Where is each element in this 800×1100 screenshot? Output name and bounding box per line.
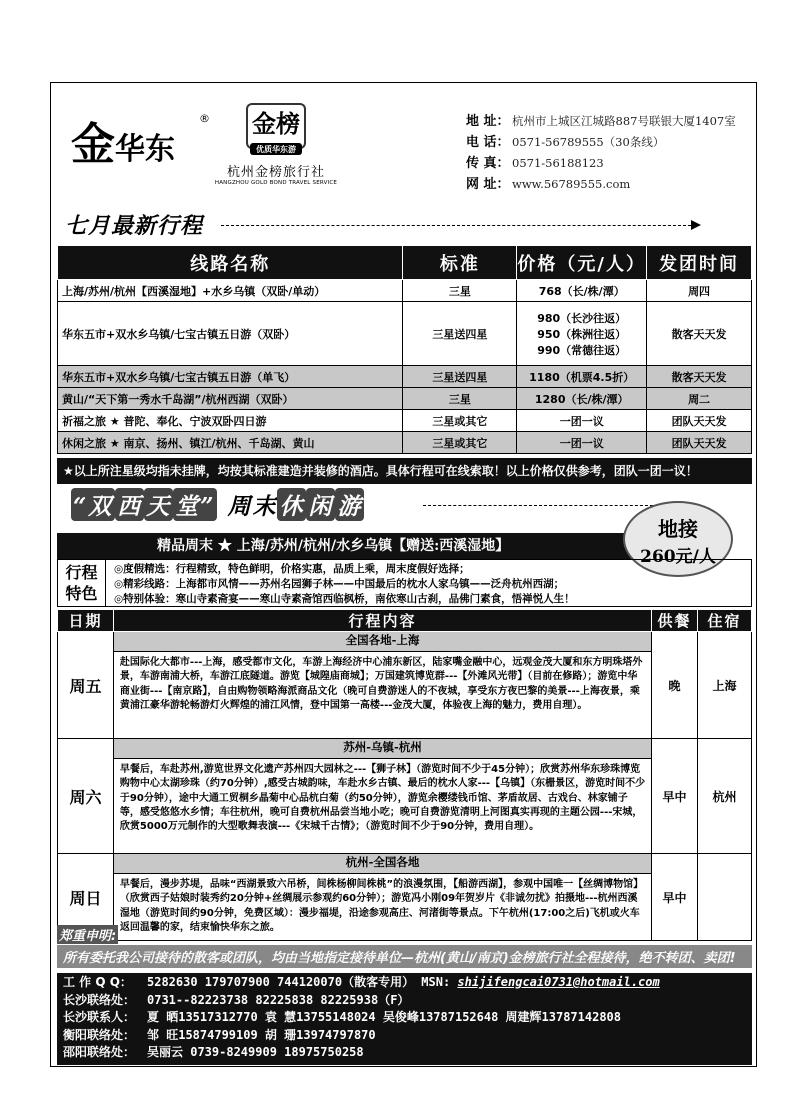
footer-label: 工 作 Q Q： [63, 975, 132, 989]
price-cell: 1180（机票4.5折） [517, 366, 647, 388]
schedule-table [57, 609, 752, 941]
feature-label: 行程特色 [58, 560, 106, 606]
price-line: 980（长沙往返） [537, 311, 627, 325]
weekend-package-bar: 精品周末 ★ 上海/苏州/杭州/水乡乌镇【赠送:西溪湿地】 [57, 533, 657, 559]
feature-item: ◎精彩线路：上海都市风情——苏州名园狮子林——中国最后的枕水人家乌镇——泛舟杭州西湖； [114, 578, 565, 590]
route-cell: 华东五市+双水乡乌镇/七宝古镇五日游（单飞） [58, 366, 403, 388]
title-char: 堂” [173, 488, 217, 521]
emblem-ribbon: 优质华东游 [250, 143, 302, 155]
weekend-tour-title [71, 488, 364, 521]
col-stay: 住宿 [698, 610, 752, 632]
day-route: 杭州-全国各地 [114, 854, 651, 874]
footer-label: 长沙联络处： [63, 992, 136, 1007]
title-divider [221, 225, 691, 226]
col-price: 价格（元/人） [517, 246, 647, 280]
standard-cell: 三星或其它 [403, 432, 517, 454]
phone-value: 0571-56789555（30条线） [512, 135, 665, 149]
footer-row [63, 1009, 746, 1027]
tour-features [57, 559, 752, 607]
badge-label: 地接 [658, 517, 698, 541]
meal-cell: 晚 [652, 632, 698, 739]
footer-label: 长沙联系人： [63, 1010, 136, 1024]
meal-cell: 早中 [652, 854, 698, 941]
title-char: 休 [277, 488, 306, 521]
footer-row [63, 1027, 746, 1045]
footer-text: 夏 晒13517312770 袁 慧13755148024 吴俊峰13787152648 周建辉13787142808 [147, 1010, 622, 1024]
day-route: 苏州-乌镇-杭州 [114, 739, 651, 759]
footer-row [63, 992, 746, 1010]
day-route: 全国各地-上海 [114, 632, 651, 652]
address-value: 杭州市上城区江城路887号联银大厦1407室 [512, 114, 736, 128]
price-cell: 一团一议 [517, 410, 647, 432]
standard-cell: 三星送四星 [403, 366, 517, 388]
route-cell: 休闲之旅 ★ 南京、扬州、镇江/杭州、千岛湖、黄山 [58, 432, 403, 454]
jinbang-emblem [246, 103, 306, 154]
price-cell: 1280（长/株/潭） [517, 388, 647, 410]
table-row [58, 632, 752, 739]
brochure-page [50, 82, 757, 1067]
content-cell [113, 632, 651, 739]
standard-cell: 三星或其它 [403, 410, 517, 432]
price-cell: 768（长/株/潭） [517, 280, 647, 302]
footer-row [63, 1044, 746, 1062]
agency-name: 杭州金榜旅行社 [226, 165, 325, 180]
phone-label: 电 话： [466, 135, 510, 150]
day-cell: 周日 [58, 854, 114, 941]
title-char: 末 [252, 493, 278, 520]
table-row [58, 302, 752, 366]
title-char: 周 [227, 493, 253, 520]
date-cell: 散客天天发 [647, 366, 752, 388]
badge-price: 260元/人 [640, 547, 716, 567]
price-cell [517, 302, 647, 366]
day-description: 早餐后，漫步苏堤，品味“西湖景致六吊桥，间株杨柳间株桃”的浪漫氛围，【船游西湖】，参观中国唯一【丝绸博物馆】（欣赏西子姑娘时装秀约20分钟+丝绸展示参观约60分钟）；游览冯小刚09年贺岁片《非诚勿扰》拍摄地---杭州西溪湿地（游览时间约90分钟，免费区域）：漫步福堤，沿途参观高庄、河渚街等景点。下午杭州(17:00之后)飞机或火车返回温馨的家，结束愉快华东之旅。 [119, 879, 644, 933]
declaration-title: 郑重申明: [57, 925, 118, 944]
fax-label: 传 真： [466, 156, 510, 171]
feature-item: ◎度假精选：行程精致，特色鲜明，价格实惠，品质上乘，周末度假好选择； [114, 563, 470, 575]
col-standard: 标准 [403, 246, 517, 280]
day-cell: 周六 [58, 739, 114, 854]
col-route: 线路名称 [58, 246, 403, 280]
footer-text: 0731--82223738 82225838 82225938（F） [147, 992, 410, 1007]
stay-cell: 杭州 [698, 739, 752, 854]
title-char: “双 [71, 488, 115, 521]
contact-footer [57, 973, 752, 1065]
msn-email-link[interactable]: shijifengcai0731@hotmail.com [457, 975, 660, 989]
route-cell: 祈福之旅 ★ 普陀、奉化、宁波双卧四日游 [58, 410, 403, 432]
title-char: 天 [144, 488, 173, 521]
content-cell [113, 739, 651, 854]
stay-cell [698, 854, 752, 941]
jinhuadong-logo [71, 108, 221, 178]
col-date: 发团时间 [647, 246, 752, 280]
date-cell: 团队天天发 [647, 432, 752, 454]
feature-item: ◎特别体验：寒山寺素斋宴——寒山寺素斋馆西临枫桥，南依寒山古刹，品佛门素食，悟禅悦人生！ [114, 593, 575, 605]
col-content: 行程内容 [113, 610, 651, 632]
registered-icon: ® [199, 112, 210, 125]
title-divider [423, 505, 653, 506]
date-cell: 周二 [647, 388, 752, 410]
date-cell: 团队天天发 [647, 410, 752, 432]
fax-value: 0571-56188123 [512, 156, 604, 170]
footer-label: 衡阳联络处： [63, 1027, 136, 1042]
arrow-icon [691, 220, 701, 230]
table-row [58, 854, 752, 941]
route-cell: 上海/苏州/杭州【西溪湿地】+水乡乌镇（双卧/单动） [58, 280, 403, 302]
route-cell: 黄山/“天下第一秀水千岛湖”/杭州西湖（双卧） [58, 388, 403, 410]
col-meal: 供餐 [652, 610, 698, 632]
content-cell [113, 854, 651, 941]
star-rating-notice: ★以上所注星级均指未挂牌，均按其标准建造并装修的酒店。具体行程可在线索取！以上价格仅供参考，团队一团一议！ [57, 458, 752, 484]
price-line: 990（常德往返） [537, 343, 627, 357]
itinerary-table [57, 245, 752, 454]
footer-text: 5282630 179707900 744120070（散客专用） MSN: [147, 975, 458, 989]
web-label: 网 址： [466, 177, 510, 192]
price-cell: 一团一议 [517, 432, 647, 454]
logo-name: 华东 [115, 132, 175, 167]
footer-text: 吴丽云 0739-8249909 18975750258 [147, 1045, 364, 1059]
col-day: 日期 [58, 610, 114, 632]
footer-row [63, 974, 746, 992]
stay-cell: 上海 [698, 632, 752, 739]
title-char: 闲 [306, 488, 335, 521]
logo-mark: 金 [71, 119, 115, 170]
emblem-text: 金榜 [252, 109, 300, 138]
july-itinerary-title: 七月最新行程 [65, 213, 204, 239]
title-char: 游 [335, 488, 364, 521]
table-row [58, 366, 752, 388]
standard-cell: 三星送四星 [403, 302, 517, 366]
standard-cell: 三星 [403, 388, 517, 410]
contact-info [466, 111, 736, 195]
declaration-text: 所有委托我公司接待的散客或团队，均由当地指定接待单位—杭州(黄山/南京)金榜旅行社全程接待，绝不转团、卖团! [57, 945, 752, 968]
title-char: 西 [115, 488, 144, 521]
route-cell: 华东五市+双水乡乌镇/七宝古镇五日游（双卧） [58, 302, 403, 366]
footer-text: 邹 旺15874799109 胡 珊13974797870 [147, 1027, 376, 1042]
footer-label: 邵阳联络处： [63, 1045, 136, 1059]
table-row [58, 410, 752, 432]
price-line: 950（株洲往返） [537, 327, 627, 341]
date-cell: 散客天天发 [647, 302, 752, 366]
standard-cell: 三星 [403, 280, 517, 302]
table-row [58, 739, 752, 854]
meal-cell: 早中 [652, 739, 698, 854]
agency-name-en: HANGZHOU GOLD BOND TRAVEL SERVICE [214, 180, 338, 186]
table-row [58, 388, 752, 410]
feature-list [114, 562, 575, 607]
table-row [58, 432, 752, 454]
web-link[interactable]: www.56789555.com [512, 177, 631, 191]
address-label: 地 址： [466, 114, 510, 129]
date-cell: 周四 [647, 280, 752, 302]
table-row [58, 280, 752, 302]
header [51, 83, 756, 198]
jinbang-logo [211, 103, 341, 193]
day-description: 早餐后，车赴苏州,游览世界文化遗产苏州四大园林之---【狮子林】（游览时间不少于45分钟）；欣赏苏州华东珍珠博览购物中心太湖珍珠（约70分钟）,感受古城韵味，车赴水乡古镇、最后的枕水人家---【乌镇】（东栅景区，游览时间不少于90分钟），途中大通工贸桐乡晶菊中心品杭白菊（约50分钟），游览余樱缕钱币馆、茅盾故居、古戏台、林家铺子等，感受悠悠水乡情；车往杭州，晚可自费杭州品尝当地小吃；晚可自费游览清明上河图真实再现的主题公园---宋城，欣赏5000万元制作的大型歌舞表演---《宋城千古情》；（游览时间不少于90分钟，费用自理）。 [119, 764, 646, 833]
day-cell: 周五 [58, 632, 114, 739]
day-description: 赴国际化大都市---上海，感受都市文化，车游上海经济中心浦东新区，陆家嘴金融中心，远观金茂大厦和东方明珠塔外景，车游南浦大桥，车游江底隧道。游览【城隍庙商城】；万国建筑博览群---【外滩风光带】（目前在修路）；游览中华商业街---【南京路】，自由购物领略海派商品文化（晚可自费游迷人的不夜城，享受东方夜巴黎的美景---上海夜景，乘黄浦江豪华游轮畅游灯火辉煌的浦江风情，登中国第一高楼---金茂大厦，体验夜上海的魅力，费用自理）。 [119, 657, 643, 711]
